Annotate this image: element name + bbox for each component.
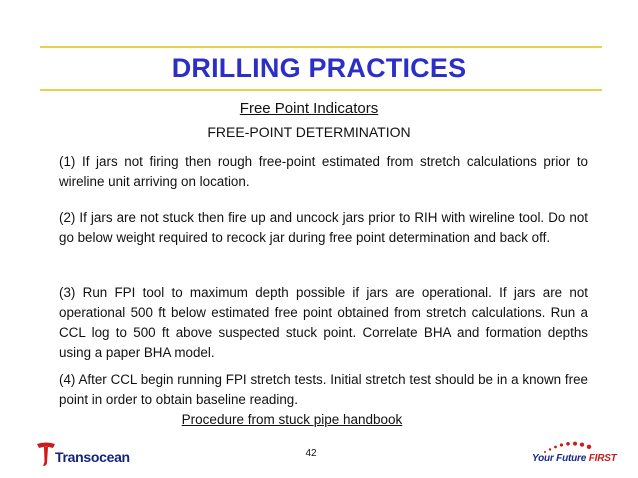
source-note: Procedure from stuck pipe handbook — [181, 412, 403, 427]
transocean-logo — [36, 441, 148, 467]
logo-right-text-part2: FIRST — [588, 453, 617, 464]
header-rule-bottom — [40, 89, 602, 91]
page-title: DRILLING PRACTICES — [171, 53, 467, 83]
logo-right-text-part1: Your Future — [532, 453, 587, 464]
transocean-t-mark-icon — [36, 441, 56, 467]
page-subtitle: Free Point Indicators — [239, 100, 379, 117]
your-future-first-logo — [532, 441, 617, 465]
paragraph-3: (3) Run FPI tool to maximum depth possible if jars are operational. If jars are not operational 500 ft below estimated free point obtained from stretch calculations. Run a CCL log to 500 ft above suspected stuck point. Correlate BHA and formation depths using a paper BHA model. — [59, 285, 588, 360]
paragraph-4: (4) After CCL begin running FPI stretch tests. Initial stretch test should be in a known free point in order to obtain baseline reading. — [59, 372, 588, 407]
paragraph-1: (1) If jars not firing then rough free-point estimated from stretch calculations prior to wireline unit arriving on location. — [59, 154, 588, 189]
section-heading: FREE-POINT DETERMINATION — [207, 124, 411, 140]
page-number: 42 — [305, 448, 317, 459]
header-rule-top — [40, 46, 602, 48]
paragraph-2: (2) If jars are not stuck then fire up and uncock jars prior to RIH with wireline tool. Do not go below weight required to recock jar during free point determination and back off. — [59, 210, 588, 245]
logo-left-text: Transocean — [55, 449, 130, 465]
